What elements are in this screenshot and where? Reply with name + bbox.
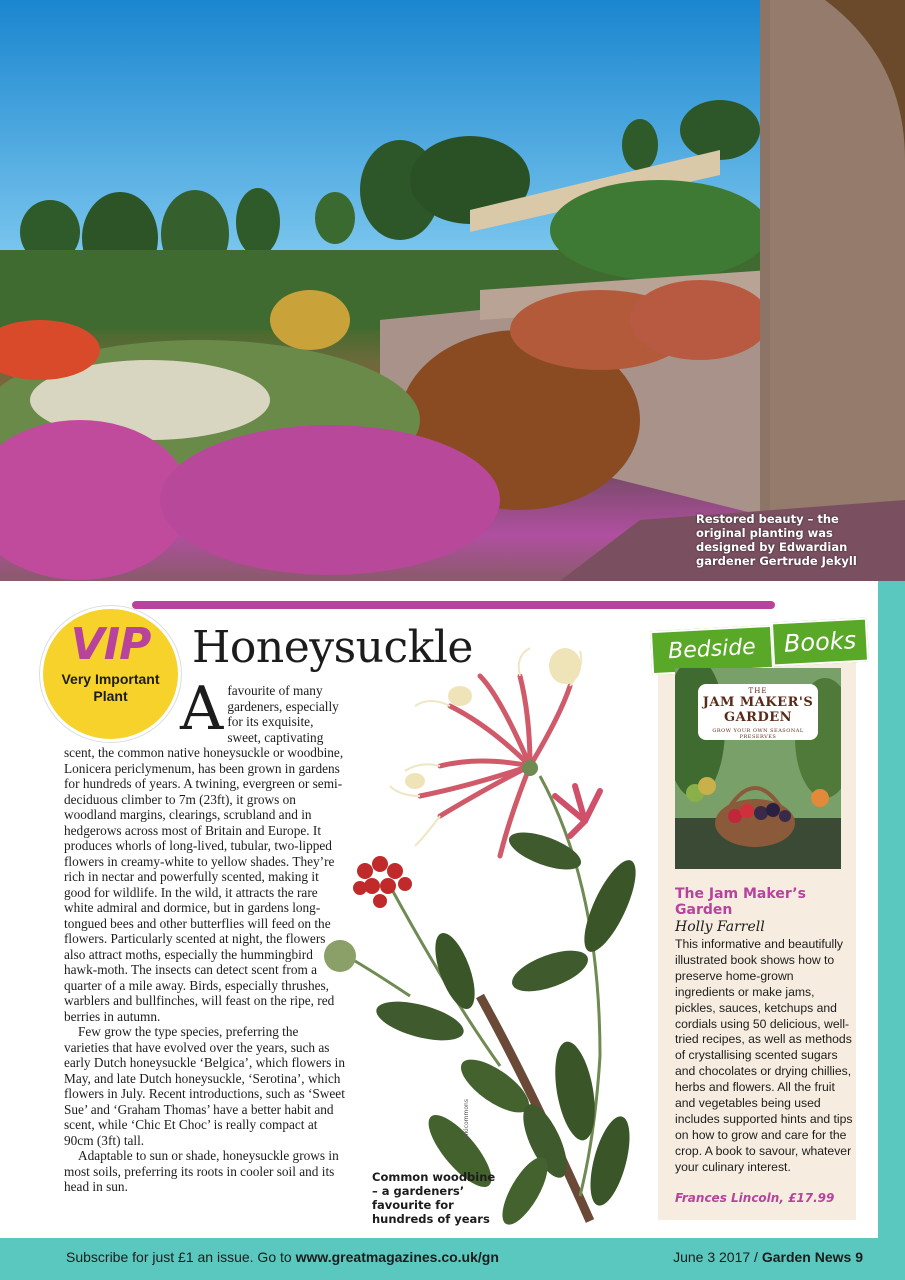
hero-photo — [0, 0, 905, 581]
honeysuckle-drawing — [300, 636, 650, 1236]
book-title: The Jam Maker’s Garden — [675, 886, 806, 918]
page-folio — [673, 1249, 863, 1265]
subscribe-line — [66, 1249, 499, 1265]
vip-subtitle: Very Important Plant — [61, 671, 160, 704]
cover-title-text: JAM MAKER'S GARDEN — [702, 695, 814, 725]
subscribe-text: Subscribe for just £1 an issue. Go to — [66, 1249, 292, 1265]
illustration-caption: Common woodbine – a gardeners’ favourite for hundreds of years — [372, 1170, 496, 1226]
article-paragraph-3: Adaptable to sun or shade, honeysuckle grows in most soils, preferring its roots in cooler soil and its head in sun. — [64, 1148, 339, 1194]
book-publisher-price: Frances Lincoln, £17.99 — [675, 1191, 835, 1205]
title-rule — [132, 601, 775, 609]
issue-date: June 3 2017 / — [673, 1249, 758, 1265]
cover-top-text: THE — [748, 687, 768, 695]
side-accent-bar — [878, 581, 905, 1239]
books-label: Books — [771, 618, 869, 667]
page-footer — [0, 1238, 905, 1280]
photo-caption: Restored beauty – the original planting was designed by Edwardian gardener Gertrude Jekyll — [696, 512, 857, 568]
magazine-page-number: Garden News 9 — [761, 1249, 863, 1265]
subscribe-url-link[interactable]: www.greatmagazines.co.uk/gn — [295, 1249, 499, 1265]
vip-label: VIP — [70, 619, 151, 670]
illustration-credit: wikicommons — [463, 1099, 470, 1140]
article-title: Honeysuckle — [192, 622, 473, 673]
garden-scene — [0, 0, 905, 581]
book-description: This informative and beautifully illustrated book shows how to preserve home-grown ingredients or make jams, pickles, sauces, ketchups and cordials using 50 delicious, well-tried recipes, as well as methods of crystallising scented sugars and chocolates or drying chillies, herbs and flowers. All the fruit and vegetables being used includes supported hints and tips on how to grow and care for the crop. A book to savour, whatever your culinary interest. — [675, 937, 853, 1174]
article-paragraph-2: Few grow the type species, preferring the varieties that have evolved over the years, such as early Dutch honeysuckle ‘Belgica’, which flowers in May, and late Dutch honeysuckle, ‘Serotina’, which flowers in July. Recent introductions, such as ‘Sweet Sue’ and ‘Graham Thomas’ have a better habit and scent, while ‘Chic Et Choc’ is really compact at 90cm (3ft) tall. — [64, 1024, 345, 1148]
cover-title-plate — [698, 684, 818, 740]
book-author: Holly Farrell — [675, 919, 765, 935]
honeysuckle-illustration — [300, 636, 650, 1236]
bedside-label: Bedside — [650, 625, 774, 675]
drop-cap: A — [180, 674, 224, 744]
book-cover — [675, 668, 841, 869]
cover-subtitle-text: GROW YOUR OWN SEASONAL PRESERVES — [712, 728, 804, 740]
paragraph-1-text: favourite of many gardeners, especially for its exquisite, sweet, captivating scent, the common native honeysuckle or woodbine, Lonicera periclymenum, has been grown in gardens for hundreds of years. A twining, evergreen or semi-deciduous climber to 7m (23ft), it grows on woodland margins, clearings, scrubland and in hedgerows across most of Britain and Europe. It produces whorls of long-lived, tubular, two-lipped flowers in creamy-white to yellow shades. They’re rich in nectar and powerfully scented, making it good for wildlife. In the wild, it attracts the rare white admiral and dormice, but in gardens long-tongued bees and other butterflies will feed on the flowers. Particularly scented at night, the flowers also attract moths, especially the hummingbird hawk-moth. The insects can detect scent from a quarter of a mile away. Birds, especially thrushes, warblers and bullfinches, will feast on the ripe, red berries in autumn. — [64, 683, 344, 1024]
